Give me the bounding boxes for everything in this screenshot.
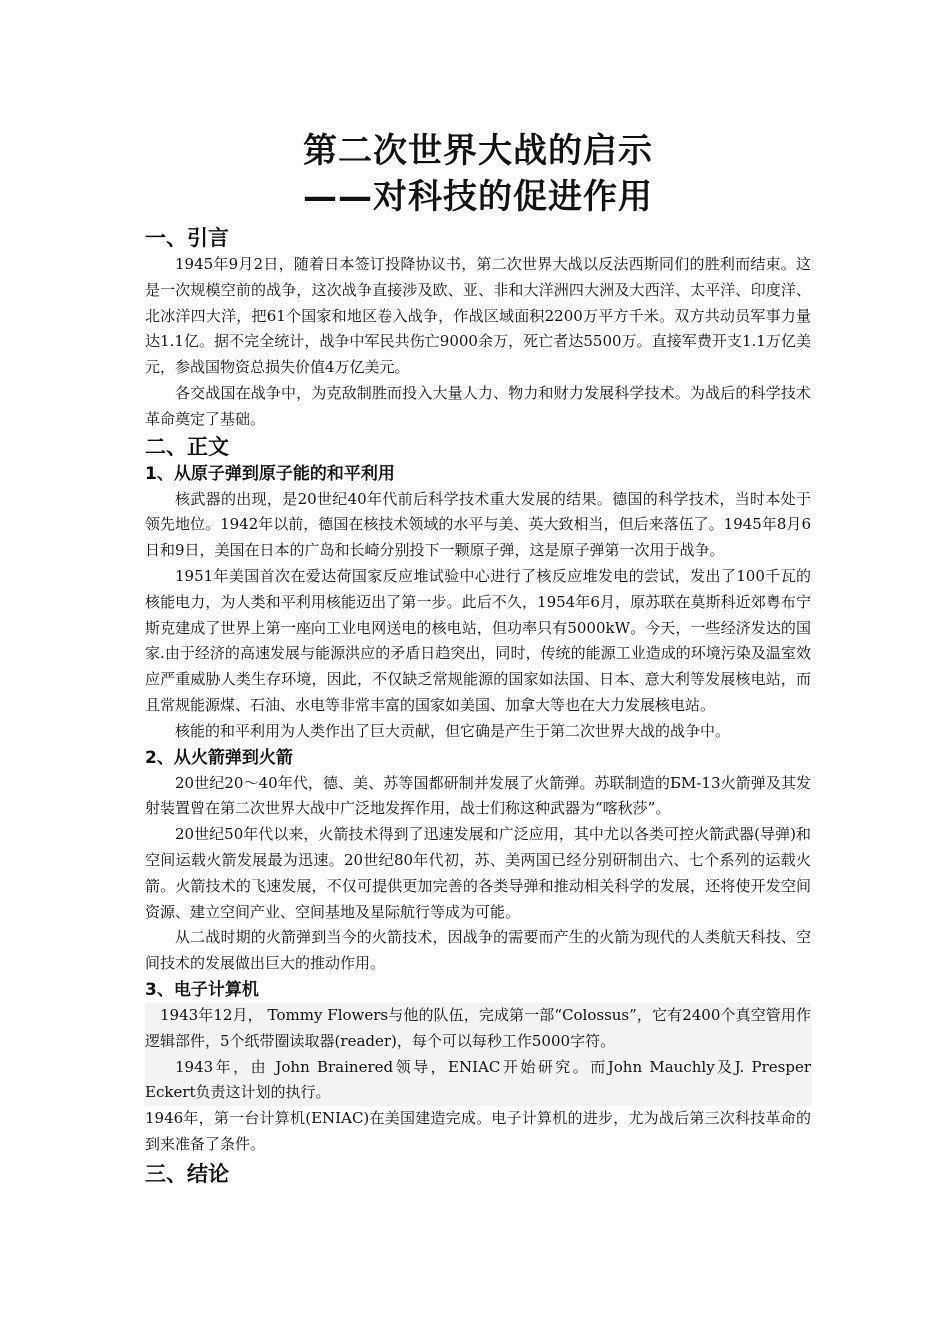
document-title: 第二次世界大战的启示 xyxy=(303,131,653,171)
computer-paragraph-1: 1943年12月， Tommy Flowers与他的队伍，完成第一部“Colossus”，它有2400个真空管用作逻辑部件，5个纸带圈读取器(reader)，每个可以每秒工作5000字符。 xyxy=(145,1003,811,1055)
atomic-paragraph-2: 1951年美国首次在爱达荷国家反应堆试验中心进行了核反应堆发电的尝试，发出了100千瓦的核能电力，为人类和平利用核能迈出了第一步。此后不久，1954年6月，原苏联在莫斯科近郊粤布宁斯克建成了世界上第一座向工业电网送电的核电站，但功率只有5000kW。今天，一些经济发达的国家.由于经济的高速发展与能源洪应的矛盾日趋突出，同时，传统的能源工业造成的环境污染及温室效应严重威胁人类生存环境，因此，不仅缺乏常规能源的国家如法国、日本、意大利等发展核电站，而且常规能源煤、石油、水电等非常丰富的国家如美国、加拿大等也在大力发展核电站。 xyxy=(145,566,811,714)
rocket-paragraph-3: 从二战时期的火箭弹到当今的火箭技术，因战争的需要而产生的火箭为现代的人类航天科技、空间技术的发展做出巨大的推动作用。 xyxy=(145,928,811,973)
computer-paragraph-2: 1943年，由 John Brainered领导，ENIAC开始研究。而John Mauchly及J. Presper Eckert负责这计划的执行。 xyxy=(145,1055,811,1107)
atomic-paragraph-3: 核能的和平利用为人类作出了巨大贡献，但它确是产生于第二次世界大战的战争中。 xyxy=(175,721,731,740)
atomic-paragraph-1: 核武器的出现，是20世纪40年代前后科学技术重大发展的结果。德国的科学技术，当时本处于领先地位。1942年以前，德国在核技术领域的水平与美、英大致相当，但后来落伍了。1945年8月6日和9日，美国在日本的广岛和长崎分别投下一颗原子弹，这是原子弹第一次用于战争。 xyxy=(145,489,811,560)
section-heading-conclusion: 三、结论 xyxy=(145,1161,229,1186)
section-heading-body: 二、正文 xyxy=(145,434,229,459)
document-subtitle: ——对科技的促进作用 xyxy=(303,177,653,217)
subsection-heading-computer: 3、电子计算机 xyxy=(145,979,259,1000)
intro-paragraph-1: 1945年9月2日，随着日本签订投降协议书，第二次世界大战以反法西斯同们的胜利而结束。这是一次规模空前的战争，这次战争直接涉及欧、亚、非和大洋洲四大洲及大西洋、太平洋、印度洋、北冰洋四大洋，把61个国家和地区卷入战争，作战区域面积2200万平方千米。双方共动员军事力量达1.1亿。据不完全统计，战争中军民共伤亡9000余万，死亡者达5500万。直接军费开支1.1万亿美元，参战国物资总损失价值4万亿美元。 xyxy=(145,255,811,377)
computer-paragraph-3: 1946年，第一台计算机(ENIAC)在美国建造完成。电子计算机的进步，尤为战后第三次科技革命的到来准备了条件。 xyxy=(145,1109,811,1153)
intro-paragraph-2: 各交战国在战争中，为克敌制胜而投入大量人力、物力和财力发展科学技术。为战后的科学技术革命奠定了基础。 xyxy=(145,383,811,428)
document-page xyxy=(145,128,811,1188)
section-heading-intro: 一、引言 xyxy=(145,226,229,250)
rocket-paragraph-2: 20世纪50年代以来，火箭技术得到了迅速发展和广泛应用，其中尤以各类可控火箭武器(导弹)和空间运载火箭发展最为迅速。20世纪80年代初，苏、美两国已经分别研制出六、七个系列的运载火箭。火箭技术的飞速发展，不仅可提供更加完善的各类导弹和推动相关科学的发展，还将使开发空间资源、建立空间产业、空间基地及星际航行等成为可能。 xyxy=(145,825,811,921)
subsection-heading-rocket: 2、从火箭弹到火箭 xyxy=(145,747,293,768)
rocket-paragraph-1: 20世纪20～40年代，德、美、苏等国都研制并发展了火箭弹。苏联制造的БМ-13火箭弹及其发射装置曾在第二次世界大战中广泛地发挥作用，战士们称这种武器为“喀秋莎”。 xyxy=(145,773,811,818)
subsection-heading-atomic: 1、从原子弹到原子能的和平利用 xyxy=(145,463,395,484)
